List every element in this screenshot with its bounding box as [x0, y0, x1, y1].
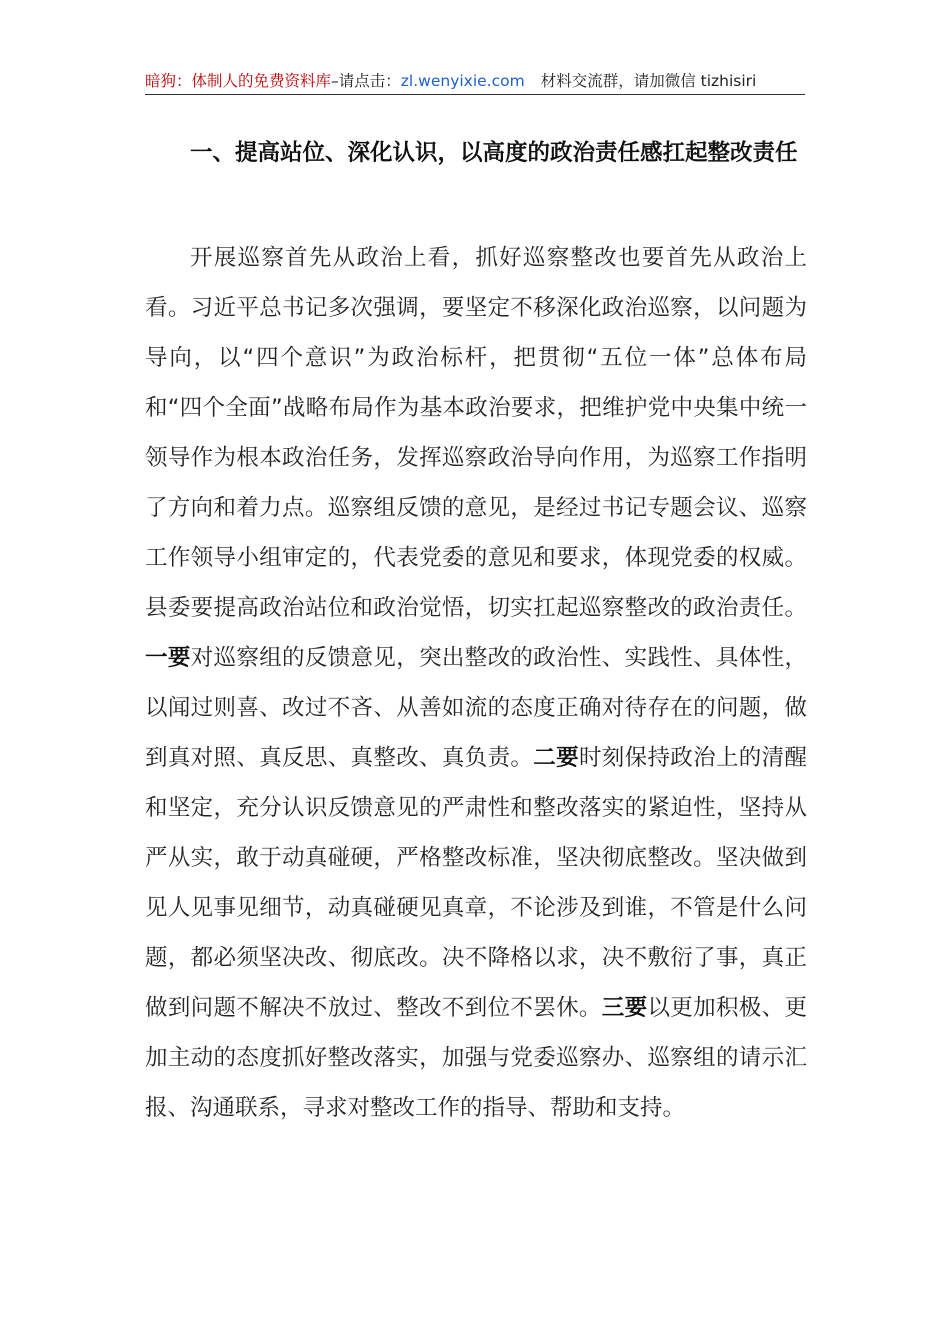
header-note: 材料交流群，请加微信 tizhisiri: [540, 72, 757, 90]
header-link[interactable]: zl.wenyixie.com: [400, 72, 525, 90]
paragraph-text: 以更加积极、更加主动的态度抓好整改落实，加强与党委巡察办、巡察组的请示汇报、沟通联系，寻求对整改工作的指导、帮助和支持。: [145, 995, 807, 1121]
section-heading: 一、提高站位、深化认识，以高度的政治责任感扛起整改责任: [190, 140, 798, 166]
paragraph-text: 时刻保持政治上的清醒和坚定，充分认识反馈意见的严肃性和整改落实的紧迫性，坚持从严从实，敢于动真碰硬，严格整改标准，坚决彻底整改。坚决做到见人见事见细节，动真碰硬见真章，不论涉及到谁，不管是什么问题，都必须坚决改、彻底改。决不降格以求，决不敷衍了事，真正做到问题不解决不放过、整改不到位不罢休。: [145, 745, 807, 1021]
page-header: [145, 70, 805, 95]
emphasis-marker: 一要: [145, 645, 191, 671]
emphasis-marker: 三要: [601, 995, 648, 1021]
paragraph-text: 开展巡察首先从政治上看，抓好巡察整改也要首先从政治上看。习近平总书记多次强调，要坚定不移深化政治巡察，以问题为导向，以“四个意识”为政治标杆，把贯彻“五位一体”总体布局和“四个全面”战略布局作为基本政治要求，把维护党中央集中统一领导作为根本政治任务，发挥巡察政治导向作用，为巡察工作指明了方向和着力点。巡察组反馈的意见，是经过书记专题会议、巡察工作领导小组审定的，代表党委的意见和要求，体现党委的权威。县委要提高政治站位和政治觉悟，切实扛起巡察整改的政治责任。: [145, 245, 807, 621]
section-paragraph: [145, 233, 807, 1133]
emphasis-marker: 二要: [533, 745, 579, 771]
header-prompt: –请点击：: [331, 72, 401, 90]
header-brand: 暗狗：体制人的免费资料库: [145, 72, 332, 90]
paragraph-text: 对巡察组的反馈意见，突出整改的政治性、实践性、具体性，以闻过则喜、改过不吝、从善如流的态度正确对待存在的问题，做到真对照、真反思、真整改、真负责。: [145, 645, 807, 771]
